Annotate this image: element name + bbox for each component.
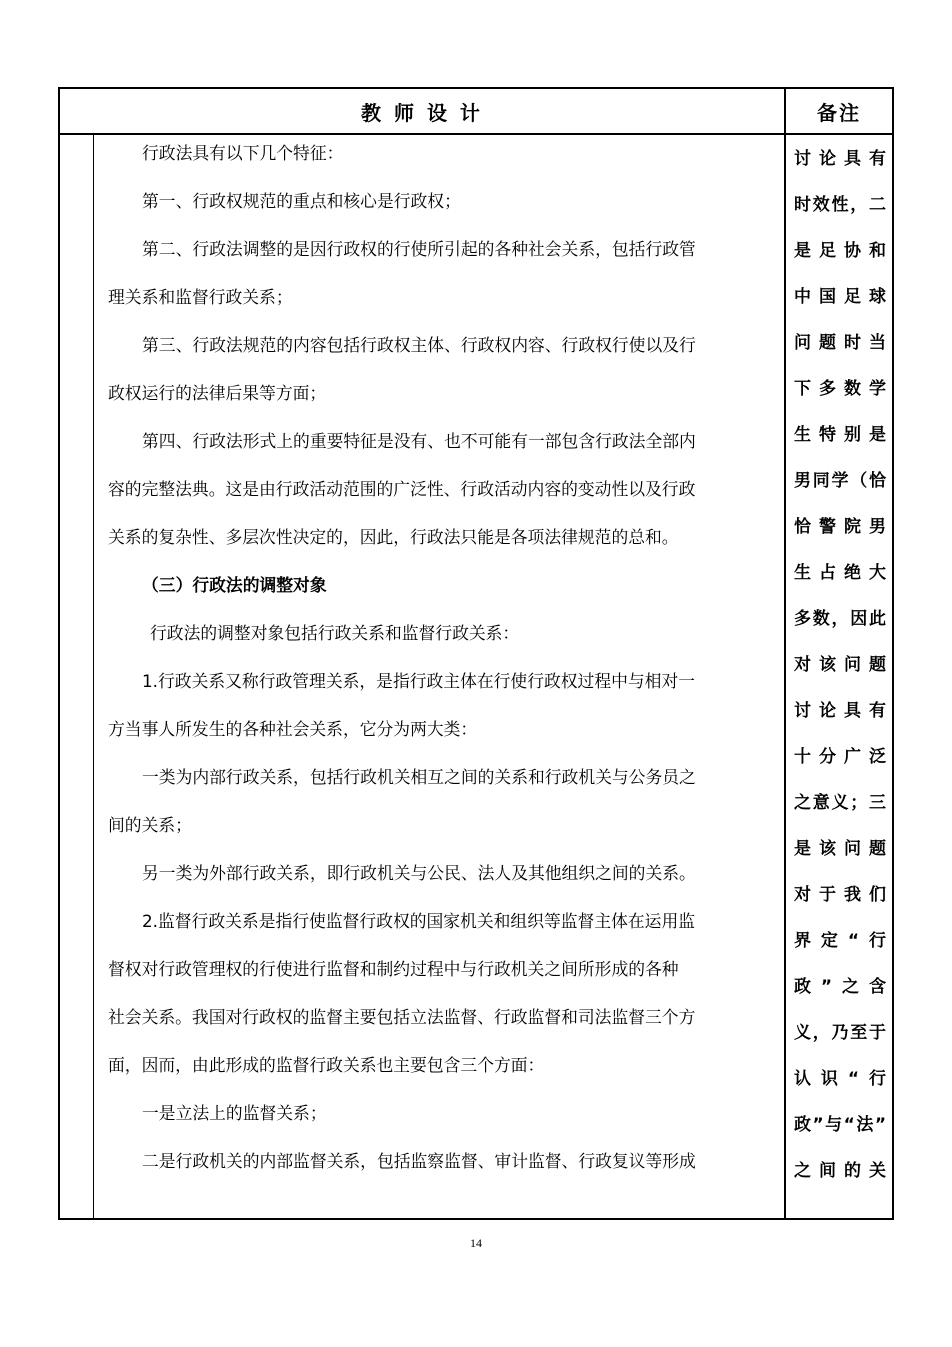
main-content-column [94,135,784,1220]
paragraph-line: 间的关系； [108,815,192,835]
remark-line: 讨论具有 [794,149,886,169]
paragraph-line: 第一、行政权规范的重点和核心是行政权； [142,191,461,211]
remark-line: 认识“行 [794,1069,886,1089]
remark-line: 之意义；三 [794,793,886,813]
remark-line: 对该问题 [794,655,886,675]
paragraph-line: 另一类为外部行政关系，即行政机关与公民、法人及其他组织之间的关系。 [142,863,696,883]
remark-line: 是足协和 [794,241,886,261]
remark-line: 讨论具有 [794,701,886,721]
lesson-table [58,87,894,1220]
remark-line: 多数，因此 [794,609,886,629]
remark-line: 十分广泛 [794,747,886,767]
remark-line: 男同学（恰 [794,471,886,491]
paragraph-line: 二是行政机关的内部监督关系，包括监察监督、审计监督、行政复议等形成 [142,1151,696,1171]
remark-line: 生特别是 [794,425,886,445]
remark-line: 问题时当 [794,333,886,353]
page-number: 14 [470,1236,482,1250]
paragraph-line: 社会关系。我国对行政权的监督主要包括立法监督、行政监督和司法监督三个方 [108,1007,696,1027]
paragraph-line: 理关系和监督行政关系； [108,287,293,307]
paragraph-line: 第二、行政法调整的是因行政权的行使所引起的各种社会关系，包括行政管 [142,239,696,259]
left-margin-column [60,135,94,1220]
paragraph-line: 督权对行政管理权的行使进行监督和制约过程中与行政机关之间所形成的各种 [108,959,679,979]
remark-line: 中国足球 [794,287,886,307]
paragraph-line: 第四、行政法形式上的重要特征是没有、也不可能有一部包含行政法全部内 [142,431,696,451]
remark-line: 下多数学 [794,379,886,399]
remark-line: 界定“行 [794,931,886,951]
remark-line: 之间的关 [794,1161,886,1181]
remark-line: 政”与“法” [794,1115,886,1135]
paragraph-line: 行政法的调整对象包括行政关系和监督行政关系： [150,623,520,643]
paragraph-line: 政权运行的法律后果等方面； [108,383,327,403]
paragraph-line: 第三、行政法规范的内容包括行政权主体、行政权内容、行政权行使以及行 [142,335,696,355]
remark-line: 是该问题 [794,839,886,859]
remark-line: 恰警院男 [794,517,886,537]
remark-line: 对于我们 [794,885,886,905]
paragraph-line: 关系的复杂性、多层次性决定的，因此，行政法只能是各项法律规范的总和。 [108,527,679,547]
paragraph-line: 行政法具有以下几个特征： [142,143,344,163]
header-teacher-design: 教 师 设 计 [361,100,483,125]
remark-line: 义，乃至于 [794,1023,886,1043]
section-heading: （三）行政法的调整对象 [142,575,327,595]
remark-line: 政”之含 [794,977,886,997]
paragraph-line: 面，因而，由此形成的监督行政关系也主要包含三个方面： [108,1055,545,1075]
paragraph-line: 容的完整法典。这是由行政活动范围的广泛性、行政活动内容的变动性以及行政 [108,479,696,499]
table-header-row [60,89,892,135]
remark-line: 生占绝大 [794,563,886,583]
paragraph-line: 方当事人所发生的各种社会关系，它分为两大类： [108,719,478,739]
paragraph-line: 一类为内部行政关系，包括行政机关相互之间的关系和行政机关与公务员之 [142,767,696,787]
remarks-column [784,135,892,1220]
paragraph-line: 2.监督行政关系是指行使监督行政权的国家机关和组织等监督主体在运用监 [142,911,696,931]
header-remarks: 备注 [784,89,892,133]
paragraph-line: 1.行政关系又称行政管理关系，是指行政主体在行使行政权过程中与相对一 [142,671,696,691]
remark-line: 时效性，二 [794,195,886,215]
paragraph-line: 一是立法上的监督关系； [142,1103,327,1123]
